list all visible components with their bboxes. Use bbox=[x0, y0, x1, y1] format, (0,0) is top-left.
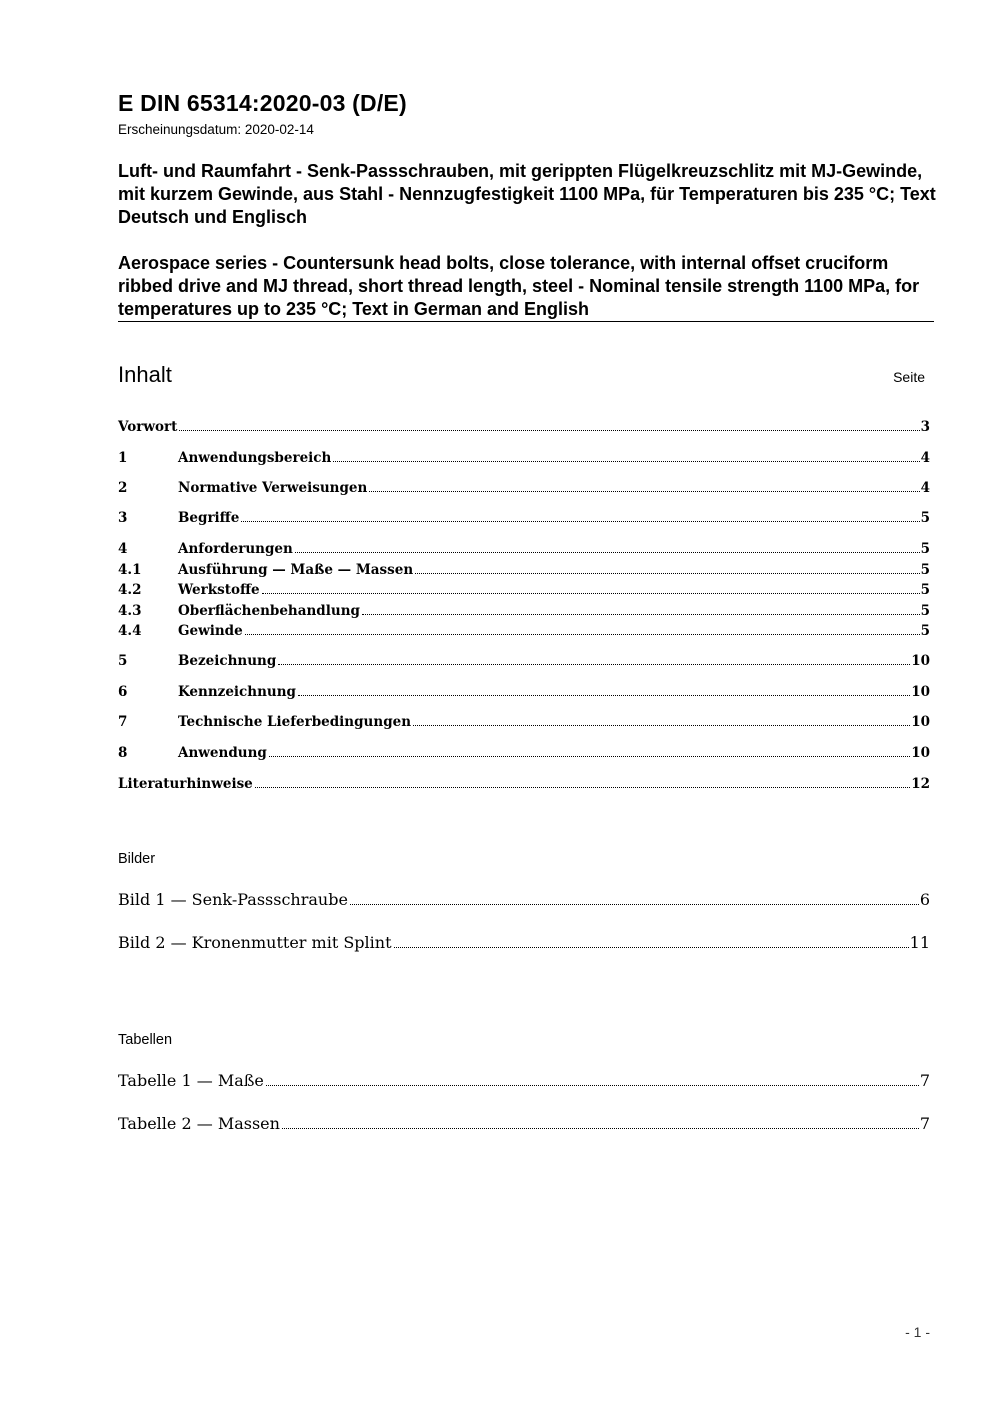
toc-heading: Inhalt bbox=[118, 362, 172, 387]
figure-entry-title: Bild 1 — Senk-Passschraube bbox=[118, 890, 348, 909]
toc-entry-4-4[interactable] bbox=[118, 622, 930, 640]
toc-entry-page: 10 bbox=[911, 653, 930, 669]
toc-entry-1[interactable] bbox=[118, 449, 930, 467]
dot-leader bbox=[241, 521, 919, 522]
toc-entry-title: Gewinde bbox=[178, 623, 243, 639]
toc-entry-8[interactable] bbox=[118, 744, 930, 762]
toc-page-column-label: Seite bbox=[893, 369, 925, 385]
toc-entry-page: 12 bbox=[911, 776, 930, 792]
toc-entry-title: Begriffe bbox=[178, 510, 240, 526]
toc-entry-page: 5 bbox=[920, 623, 930, 639]
dot-leader bbox=[362, 614, 920, 615]
toc-entry-number: 1 bbox=[118, 450, 128, 466]
dot-leader bbox=[415, 573, 919, 574]
table-entry-page: 7 bbox=[919, 1114, 930, 1133]
table-entry-1[interactable] bbox=[118, 1071, 930, 1091]
toc-entry-number: 4.2 bbox=[118, 582, 142, 598]
toc-entry-7[interactable] bbox=[118, 713, 930, 731]
toc-entry-number: 7 bbox=[118, 714, 128, 730]
dot-leader bbox=[278, 664, 910, 665]
figure-entry-page: 11 bbox=[909, 933, 930, 952]
toc-entry-4-1[interactable] bbox=[118, 561, 930, 579]
toc-entry-title: Oberflächenbehandlung bbox=[178, 603, 360, 619]
toc-entry-number: 8 bbox=[118, 745, 128, 761]
title-german: Luft- und Raumfahrt - Senk-Passschrauben, mit gerippten Flügelkreuzschlitz mit MJ-Gewinde, mit kurzem Gewinde, aus Stahl - Nennzugfestigkeit 1100 MPa, für Temperaturen bis 235 °C; Text Deutsch und Englisch bbox=[118, 161, 936, 227]
dot-leader bbox=[369, 491, 919, 492]
dot-leader bbox=[333, 461, 919, 462]
dot-leader bbox=[350, 904, 919, 905]
toc-entry-page: 5 bbox=[920, 603, 930, 619]
toc-entry-page: 3 bbox=[920, 419, 930, 435]
toc-entry-page: 10 bbox=[911, 745, 930, 761]
figures-heading: Bilder bbox=[118, 851, 156, 867]
figure-entry-page: 6 bbox=[919, 890, 930, 909]
toc-entry-5[interactable] bbox=[118, 652, 930, 670]
toc-entry-page: 10 bbox=[911, 714, 930, 730]
table-entry-page: 7 bbox=[919, 1071, 930, 1090]
toc-entry-4-3[interactable] bbox=[118, 602, 930, 620]
toc-entry-page: 5 bbox=[920, 582, 930, 598]
toc-entry-page: 4 bbox=[920, 450, 930, 466]
toc-entry-6[interactable] bbox=[118, 683, 930, 701]
dot-leader bbox=[298, 695, 910, 696]
toc-entry-page: 5 bbox=[920, 562, 930, 578]
table-entry-title: Tabelle 1 — Maße bbox=[118, 1071, 264, 1090]
toc-entry-number: 2 bbox=[118, 480, 128, 496]
page-number: - 1 - bbox=[905, 1324, 930, 1340]
toc-entry-number: 4.4 bbox=[118, 623, 142, 639]
toc-entry-title: Anwendung bbox=[178, 745, 267, 761]
toc-entry-page: 5 bbox=[920, 541, 930, 557]
dot-leader bbox=[266, 1085, 919, 1086]
dot-leader bbox=[413, 725, 910, 726]
dot-leader bbox=[179, 430, 919, 431]
header-divider bbox=[118, 321, 934, 322]
toc-entry-title: Werkstoffe bbox=[178, 582, 260, 598]
toc-entry-number: 4.3 bbox=[118, 603, 142, 619]
toc-entry-vorwort[interactable] bbox=[118, 418, 930, 436]
toc-entry-page: 10 bbox=[911, 684, 930, 700]
dot-leader bbox=[255, 787, 910, 788]
toc-entry-page: 4 bbox=[920, 480, 930, 496]
toc-entry-title: Kennzeichnung bbox=[178, 684, 296, 700]
dot-leader bbox=[282, 1128, 919, 1129]
document-id: E DIN 65314:2020-03 (D/E) bbox=[118, 90, 407, 116]
toc-entry-number: 5 bbox=[118, 653, 128, 669]
table-entry-2[interactable] bbox=[118, 1114, 930, 1134]
toc-entry-number: 4 bbox=[118, 541, 128, 557]
title-english: Aerospace series - Countersunk head bolts, close tolerance, with internal offset cruciform ribbed drive and MJ thread, short thread length, steel - Nominal tensile strength 1100 MPa, for temperatures up to 235 °C; Text in German and English bbox=[118, 253, 920, 319]
toc-entry-title: Bezeichnung bbox=[178, 653, 277, 669]
toc-entry-title: Normative Verweisungen bbox=[178, 480, 368, 496]
toc-entry-number: 4.1 bbox=[118, 562, 142, 578]
dot-leader bbox=[295, 552, 920, 553]
toc-entry-title: Technische Lieferbedingungen bbox=[178, 714, 412, 730]
dot-leader bbox=[269, 756, 910, 757]
toc-entry-number: 3 bbox=[118, 510, 128, 526]
toc-entry-4[interactable] bbox=[118, 540, 930, 558]
publication-date: Erscheinungsdatum: 2020-02-14 bbox=[118, 122, 314, 137]
table-entry-title: Tabelle 2 — Massen bbox=[118, 1114, 280, 1133]
toc-entry-page: 5 bbox=[920, 510, 930, 526]
toc-entry-number: 6 bbox=[118, 684, 128, 700]
figure-entry-2[interactable] bbox=[118, 933, 930, 953]
toc-entry-title: Anforderungen bbox=[178, 541, 293, 557]
figure-entry-title: Bild 2 — Kronenmutter mit Splint bbox=[118, 933, 392, 952]
toc-entry-3[interactable] bbox=[118, 509, 930, 527]
dot-leader bbox=[262, 593, 920, 594]
figure-entry-1[interactable] bbox=[118, 890, 930, 910]
toc-entry-literaturhinweise[interactable] bbox=[118, 775, 930, 793]
toc-entry-title: Ausführung — Maße — Massen bbox=[178, 562, 414, 578]
dot-leader bbox=[394, 947, 909, 948]
toc-entry-title: Literaturhinweise bbox=[118, 776, 253, 792]
toc-entry-title: Vorwort bbox=[118, 419, 178, 435]
dot-leader bbox=[245, 634, 920, 635]
toc-entry-title: Anwendungsbereich bbox=[178, 450, 332, 466]
tables-heading: Tabellen bbox=[118, 1032, 173, 1048]
toc-entry-2[interactable] bbox=[118, 479, 930, 497]
toc-entry-4-2[interactable] bbox=[118, 581, 930, 599]
